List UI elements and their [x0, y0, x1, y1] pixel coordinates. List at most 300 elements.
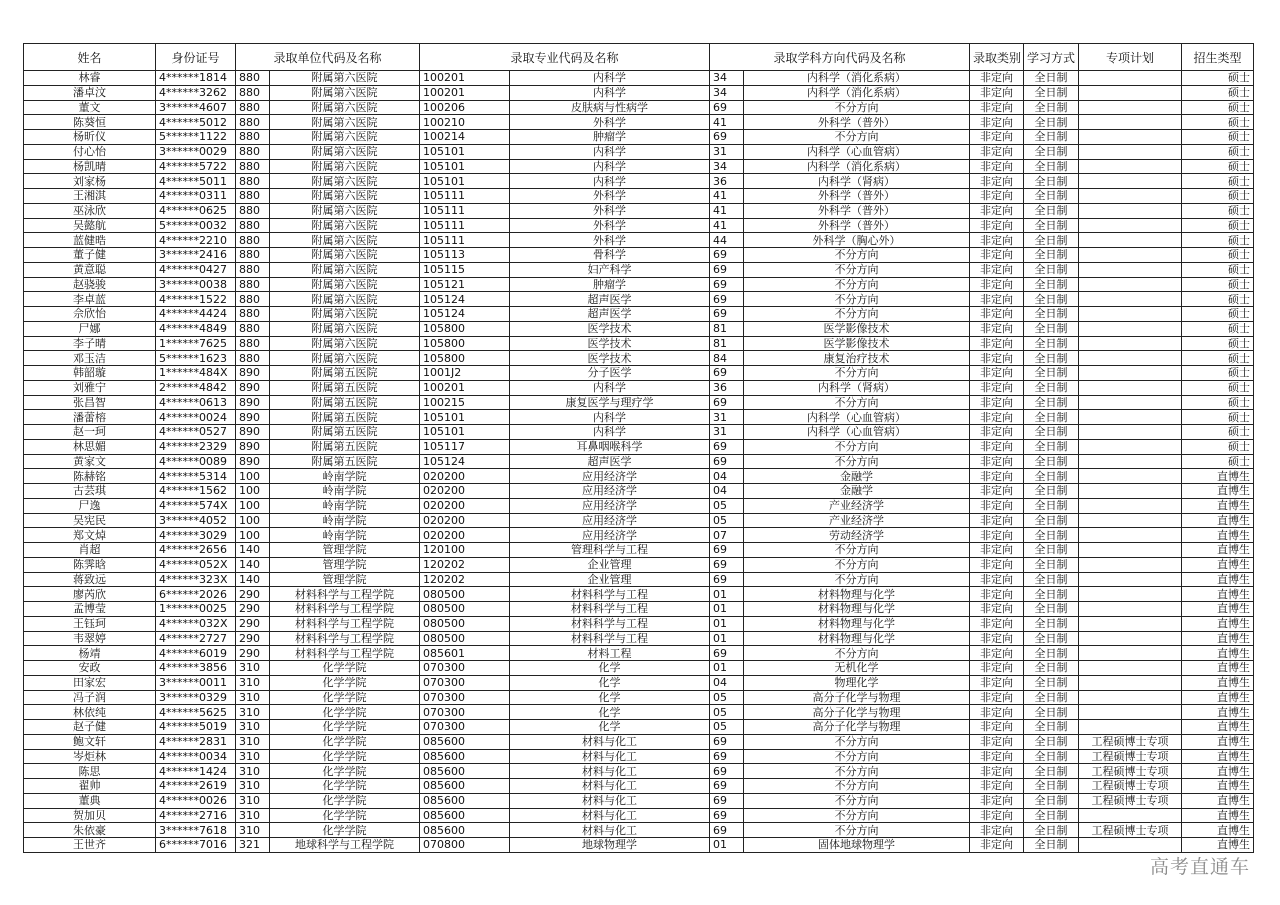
cell-enroll-type: 直博生 — [1182, 793, 1254, 808]
cell-special-plan — [1079, 690, 1182, 705]
cell-direction-name: 材料物理与化学 — [744, 587, 970, 602]
cell-enroll-type: 直博生 — [1182, 513, 1254, 528]
cell-study-mode: 全日制 — [1024, 336, 1079, 351]
cell-unit-code: 880 — [236, 262, 270, 277]
cell-enroll-type: 硕士 — [1182, 159, 1254, 174]
cell-special-plan — [1079, 218, 1182, 233]
table-row — [24, 366, 1254, 381]
cell-major-name: 内科学 — [510, 174, 710, 189]
cell-major-code: 105124 — [420, 307, 510, 322]
cell-major-name: 内科学 — [510, 159, 710, 174]
cell-major-name: 企业管理 — [510, 557, 710, 572]
cell-unit-code: 890 — [236, 439, 270, 454]
cell-major-name: 材料科学与工程 — [510, 602, 710, 617]
cell-enroll-type: 硕士 — [1182, 277, 1254, 292]
cell-name: 杨靖 — [24, 646, 156, 661]
cell-direction-name: 不分方向 — [744, 130, 970, 145]
table-row — [24, 351, 1254, 366]
cell-major-code: 020200 — [420, 528, 510, 543]
cell-unit-name: 附属第六医院 — [270, 351, 420, 366]
cell-major-name: 骨科学 — [510, 248, 710, 263]
cell-study-mode: 全日制 — [1024, 439, 1079, 454]
cell-enroll-type: 直博生 — [1182, 572, 1254, 587]
cell-direction-name: 外科学（普外） — [744, 115, 970, 130]
cell-major-code: 070300 — [420, 661, 510, 676]
cell-unit-code: 321 — [236, 838, 270, 853]
cell-name: 肖超 — [24, 543, 156, 558]
table-row — [24, 439, 1254, 454]
cell-direction-code: 04 — [710, 484, 744, 499]
cell-id-number: 3******7618 — [156, 823, 236, 838]
cell-special-plan — [1079, 528, 1182, 543]
cell-unit-code: 890 — [236, 395, 270, 410]
cell-major-name: 材料与化工 — [510, 779, 710, 794]
cell-major-code: 080500 — [420, 616, 510, 631]
cell-unit-code: 880 — [236, 115, 270, 130]
cell-direction-name: 内科学（心血管病） — [744, 425, 970, 440]
cell-direction-name: 康复治疗技术 — [744, 351, 970, 366]
cell-direction-name: 不分方向 — [744, 823, 970, 838]
cell-direction-code: 04 — [710, 675, 744, 690]
table-row — [24, 646, 1254, 661]
cell-special-plan: 工程硕博士专项 — [1079, 749, 1182, 764]
cell-unit-name: 附属第六医院 — [270, 307, 420, 322]
cell-name: 巫泳欣 — [24, 203, 156, 218]
cell-major-name: 超声医学 — [510, 292, 710, 307]
cell-enroll-type: 直博生 — [1182, 661, 1254, 676]
table-row — [24, 749, 1254, 764]
cell-study-mode: 全日制 — [1024, 484, 1079, 499]
cell-id-number: 4******6019 — [156, 646, 236, 661]
cell-direction-name: 高分子化学与物理 — [744, 690, 970, 705]
col-header-id: 身份证号 — [156, 44, 236, 71]
cell-major-code: 100201 — [420, 85, 510, 100]
cell-enroll-type: 直博生 — [1182, 764, 1254, 779]
cell-major-code: 020200 — [420, 498, 510, 513]
cell-category: 非定向 — [970, 543, 1024, 558]
cell-direction-code: 41 — [710, 115, 744, 130]
cell-direction-code: 69 — [710, 439, 744, 454]
cell-enroll-type: 直博生 — [1182, 675, 1254, 690]
cell-id-number: 3******4052 — [156, 513, 236, 528]
cell-unit-name: 化学学院 — [270, 779, 420, 794]
cell-major-code: 105124 — [420, 292, 510, 307]
cell-category: 非定向 — [970, 174, 1024, 189]
cell-category: 非定向 — [970, 720, 1024, 735]
cell-unit-name: 附属第六医院 — [270, 159, 420, 174]
table-row — [24, 159, 1254, 174]
cell-name: 赵一珂 — [24, 425, 156, 440]
cell-category: 非定向 — [970, 203, 1024, 218]
cell-major-name: 外科学 — [510, 115, 710, 130]
cell-major-code: 100201 — [420, 71, 510, 86]
cell-unit-code: 880 — [236, 174, 270, 189]
cell-id-number: 3******0011 — [156, 675, 236, 690]
cell-special-plan — [1079, 130, 1182, 145]
cell-major-name: 应用经济学 — [510, 498, 710, 513]
cell-category: 非定向 — [970, 262, 1024, 277]
cell-direction-code: 69 — [710, 130, 744, 145]
cell-name: 廖芮欣 — [24, 587, 156, 602]
cell-category: 非定向 — [970, 366, 1024, 381]
cell-id-number: 1******484X — [156, 366, 236, 381]
cell-study-mode: 全日制 — [1024, 749, 1079, 764]
cell-id-number: 5******0032 — [156, 218, 236, 233]
cell-name: 李卓蓝 — [24, 292, 156, 307]
cell-direction-name: 不分方向 — [744, 543, 970, 558]
cell-enroll-type: 硕士 — [1182, 425, 1254, 440]
cell-direction-code: 69 — [710, 808, 744, 823]
cell-enroll-type: 直博生 — [1182, 557, 1254, 572]
cell-special-plan — [1079, 321, 1182, 336]
cell-name: 董子健 — [24, 248, 156, 263]
cell-direction-name: 不分方向 — [744, 454, 970, 469]
cell-unit-code: 290 — [236, 631, 270, 646]
cell-major-code: 100214 — [420, 130, 510, 145]
cell-category: 非定向 — [970, 85, 1024, 100]
cell-id-number: 4******0527 — [156, 425, 236, 440]
cell-unit-name: 化学学院 — [270, 749, 420, 764]
cell-special-plan: 工程硕博士专项 — [1079, 734, 1182, 749]
cell-study-mode: 全日制 — [1024, 218, 1079, 233]
cell-study-mode: 全日制 — [1024, 469, 1079, 484]
cell-name: 冯子润 — [24, 690, 156, 705]
cell-category: 非定向 — [970, 277, 1024, 292]
cell-study-mode: 全日制 — [1024, 513, 1079, 528]
cell-direction-name: 内科学（心血管病） — [744, 144, 970, 159]
cell-direction-code: 01 — [710, 838, 744, 853]
cell-major-code: 020200 — [420, 469, 510, 484]
cell-direction-code: 69 — [710, 100, 744, 115]
cell-major-code: 080500 — [420, 602, 510, 617]
cell-major-name: 医学技术 — [510, 321, 710, 336]
cell-major-name: 材料与化工 — [510, 793, 710, 808]
cell-major-code: 100210 — [420, 115, 510, 130]
table-row — [24, 321, 1254, 336]
cell-name: 邓玉洁 — [24, 351, 156, 366]
cell-id-number: 4******3029 — [156, 528, 236, 543]
cell-direction-name: 产业经济学 — [744, 513, 970, 528]
cell-name: 董典 — [24, 793, 156, 808]
cell-name: 王湘淇 — [24, 189, 156, 204]
cell-category: 非定向 — [970, 189, 1024, 204]
cell-unit-code: 880 — [236, 203, 270, 218]
table-row — [24, 410, 1254, 425]
cell-id-number: 4******2656 — [156, 543, 236, 558]
cell-unit-name: 附属第六医院 — [270, 85, 420, 100]
table-row — [24, 100, 1254, 115]
cell-enroll-type: 硕士 — [1182, 218, 1254, 233]
cell-category: 非定向 — [970, 410, 1024, 425]
cell-study-mode: 全日制 — [1024, 262, 1079, 277]
cell-direction-code: 69 — [710, 277, 744, 292]
cell-name: 李子晴 — [24, 336, 156, 351]
cell-enroll-type: 直博生 — [1182, 808, 1254, 823]
cell-unit-name: 材料科学与工程学院 — [270, 631, 420, 646]
cell-direction-name: 不分方向 — [744, 734, 970, 749]
cell-major-name: 材料科学与工程 — [510, 616, 710, 631]
cell-unit-code: 310 — [236, 661, 270, 676]
cell-id-number: 4******5625 — [156, 705, 236, 720]
cell-unit-name: 管理学院 — [270, 572, 420, 587]
cell-major-name: 妇产科学 — [510, 262, 710, 277]
cell-enroll-type: 硕士 — [1182, 100, 1254, 115]
cell-id-number: 3******4607 — [156, 100, 236, 115]
cell-unit-code: 880 — [236, 321, 270, 336]
cell-direction-name: 不分方向 — [744, 262, 970, 277]
cell-enroll-type: 硕士 — [1182, 410, 1254, 425]
cell-direction-code: 05 — [710, 720, 744, 735]
cell-major-name: 耳鼻咽喉科学 — [510, 439, 710, 454]
cell-enroll-type: 硕士 — [1182, 233, 1254, 248]
cell-study-mode: 全日制 — [1024, 307, 1079, 322]
table-row — [24, 130, 1254, 145]
cell-major-name: 化学 — [510, 661, 710, 676]
cell-study-mode: 全日制 — [1024, 646, 1079, 661]
cell-direction-code: 69 — [710, 454, 744, 469]
cell-unit-code: 290 — [236, 646, 270, 661]
table-row — [24, 85, 1254, 100]
cell-study-mode: 全日制 — [1024, 380, 1079, 395]
cell-direction-code: 01 — [710, 602, 744, 617]
cell-name: 尸逸 — [24, 498, 156, 513]
cell-direction-name: 高分子化学与物理 — [744, 705, 970, 720]
cell-major-code: 100215 — [420, 395, 510, 410]
cell-direction-name: 高分子化学与物理 — [744, 720, 970, 735]
cell-unit-name: 附属第五医院 — [270, 425, 420, 440]
col-header-enroll-type: 招生类型 — [1182, 44, 1254, 71]
cell-major-code: 105111 — [420, 218, 510, 233]
cell-major-code: 100201 — [420, 380, 510, 395]
cell-name: 潘卓汶 — [24, 85, 156, 100]
cell-direction-code: 69 — [710, 793, 744, 808]
cell-major-code: 070300 — [420, 690, 510, 705]
cell-enroll-type: 硕士 — [1182, 292, 1254, 307]
cell-category: 非定向 — [970, 602, 1024, 617]
cell-id-number: 4******2727 — [156, 631, 236, 646]
cell-name: 古芸琪 — [24, 484, 156, 499]
table-row — [24, 779, 1254, 794]
cell-study-mode: 全日制 — [1024, 557, 1079, 572]
cell-category: 非定向 — [970, 528, 1024, 543]
table-row — [24, 734, 1254, 749]
cell-major-code: 085600 — [420, 779, 510, 794]
cell-direction-code: 31 — [710, 144, 744, 159]
cell-id-number: 3******0329 — [156, 690, 236, 705]
cell-major-code: 105800 — [420, 336, 510, 351]
cell-id-number: 2******4842 — [156, 380, 236, 395]
cell-unit-code: 310 — [236, 823, 270, 838]
cell-category: 非定向 — [970, 557, 1024, 572]
cell-name: 安政 — [24, 661, 156, 676]
cell-unit-name: 化学学院 — [270, 793, 420, 808]
cell-major-code: 105101 — [420, 425, 510, 440]
cell-direction-code: 41 — [710, 189, 744, 204]
cell-major-code: 085600 — [420, 793, 510, 808]
cell-major-name: 材料科学与工程 — [510, 587, 710, 602]
cell-enroll-type: 硕士 — [1182, 321, 1254, 336]
cell-category: 非定向 — [970, 764, 1024, 779]
cell-direction-name: 金融学 — [744, 484, 970, 499]
cell-special-plan — [1079, 189, 1182, 204]
cell-special-plan — [1079, 513, 1182, 528]
cell-study-mode: 全日制 — [1024, 233, 1079, 248]
table-row — [24, 764, 1254, 779]
cell-special-plan — [1079, 85, 1182, 100]
cell-id-number: 4******5314 — [156, 469, 236, 484]
cell-major-name: 地球物理学 — [510, 838, 710, 853]
cell-study-mode: 全日制 — [1024, 174, 1079, 189]
cell-unit-code: 100 — [236, 498, 270, 513]
cell-name: 岑炬林 — [24, 749, 156, 764]
cell-unit-code: 880 — [236, 159, 270, 174]
cell-name: 刘雅宁 — [24, 380, 156, 395]
cell-study-mode: 全日制 — [1024, 203, 1079, 218]
cell-unit-name: 岭南学院 — [270, 528, 420, 543]
cell-direction-code: 69 — [710, 366, 744, 381]
cell-direction-code: 44 — [710, 233, 744, 248]
cell-direction-name: 不分方向 — [744, 646, 970, 661]
cell-special-plan — [1079, 100, 1182, 115]
cell-study-mode: 全日制 — [1024, 823, 1079, 838]
cell-unit-code: 310 — [236, 779, 270, 794]
table-row — [24, 705, 1254, 720]
cell-study-mode: 全日制 — [1024, 779, 1079, 794]
cell-major-name: 医学技术 — [510, 351, 710, 366]
table-row — [24, 248, 1254, 263]
cell-major-name: 内科学 — [510, 85, 710, 100]
cell-major-code: 085600 — [420, 823, 510, 838]
cell-study-mode: 全日制 — [1024, 366, 1079, 381]
cell-name: 林依纯 — [24, 705, 156, 720]
cell-unit-name: 化学学院 — [270, 661, 420, 676]
table-row — [24, 203, 1254, 218]
cell-unit-name: 材料科学与工程学院 — [270, 616, 420, 631]
cell-direction-name: 产业经济学 — [744, 498, 970, 513]
cell-enroll-type: 直博生 — [1182, 602, 1254, 617]
table-row — [24, 262, 1254, 277]
cell-special-plan — [1079, 469, 1182, 484]
cell-category: 非定向 — [970, 631, 1024, 646]
cell-category: 非定向 — [970, 115, 1024, 130]
cell-category: 非定向 — [970, 159, 1024, 174]
cell-unit-name: 附属第六医院 — [270, 277, 420, 292]
cell-name: 蓝健晧 — [24, 233, 156, 248]
col-header-study-mode: 学习方式 — [1024, 44, 1079, 71]
cell-study-mode: 全日制 — [1024, 410, 1079, 425]
cell-enroll-type: 硕士 — [1182, 85, 1254, 100]
cell-unit-code: 880 — [236, 277, 270, 292]
table-row — [24, 425, 1254, 440]
cell-study-mode: 全日制 — [1024, 838, 1079, 853]
cell-direction-name: 不分方向 — [744, 749, 970, 764]
cell-direction-code: 36 — [710, 380, 744, 395]
cell-id-number: 4******574X — [156, 498, 236, 513]
cell-unit-name: 材料科学与工程学院 — [270, 587, 420, 602]
cell-enroll-type: 直博生 — [1182, 469, 1254, 484]
cell-major-name: 材料工程 — [510, 646, 710, 661]
cell-unit-name: 附属第六医院 — [270, 248, 420, 263]
cell-direction-name: 不分方向 — [744, 307, 970, 322]
cell-unit-code: 890 — [236, 380, 270, 395]
cell-category: 非定向 — [970, 779, 1024, 794]
cell-name: 黄意聪 — [24, 262, 156, 277]
cell-study-mode: 全日制 — [1024, 528, 1079, 543]
table-row — [24, 218, 1254, 233]
cell-enroll-type: 硕士 — [1182, 248, 1254, 263]
cell-direction-name: 材料物理与化学 — [744, 602, 970, 617]
cell-name: 蒋致远 — [24, 572, 156, 587]
cell-name: 林睿 — [24, 71, 156, 86]
cell-unit-name: 附属第六医院 — [270, 292, 420, 307]
cell-direction-name: 内科学（消化系病） — [744, 159, 970, 174]
cell-unit-code: 310 — [236, 675, 270, 690]
cell-direction-code: 41 — [710, 218, 744, 233]
cell-special-plan — [1079, 631, 1182, 646]
cell-category: 非定向 — [970, 233, 1024, 248]
cell-special-plan — [1079, 336, 1182, 351]
cell-major-code: 070800 — [420, 838, 510, 853]
table-row — [24, 189, 1254, 204]
cell-special-plan — [1079, 808, 1182, 823]
cell-special-plan — [1079, 174, 1182, 189]
cell-name: 孟博莹 — [24, 602, 156, 617]
cell-enroll-type: 硕士 — [1182, 189, 1254, 204]
cell-category: 非定向 — [970, 439, 1024, 454]
cell-name: 韦翠婷 — [24, 631, 156, 646]
cell-enroll-type: 硕士 — [1182, 380, 1254, 395]
cell-special-plan — [1079, 557, 1182, 572]
cell-major-name: 应用经济学 — [510, 513, 710, 528]
table-row — [24, 336, 1254, 351]
cell-id-number: 4******1562 — [156, 484, 236, 499]
cell-major-name: 内科学 — [510, 380, 710, 395]
cell-special-plan: 工程硕博士专项 — [1079, 793, 1182, 808]
cell-id-number: 4******1522 — [156, 292, 236, 307]
cell-enroll-type: 直博生 — [1182, 823, 1254, 838]
cell-major-name: 化学 — [510, 675, 710, 690]
cell-id-number: 4******5019 — [156, 720, 236, 735]
table-row — [24, 631, 1254, 646]
cell-major-name: 材料科学与工程 — [510, 631, 710, 646]
cell-enroll-type: 硕士 — [1182, 454, 1254, 469]
cell-id-number: 1******7625 — [156, 336, 236, 351]
cell-major-name: 内科学 — [510, 144, 710, 159]
cell-major-code: 105115 — [420, 262, 510, 277]
cell-major-code: 105101 — [420, 144, 510, 159]
cell-unit-name: 附属第五医院 — [270, 454, 420, 469]
cell-unit-code: 880 — [236, 144, 270, 159]
cell-special-plan — [1079, 233, 1182, 248]
cell-category: 非定向 — [970, 793, 1024, 808]
cell-unit-code: 880 — [236, 307, 270, 322]
table-row — [24, 616, 1254, 631]
cell-category: 非定向 — [970, 321, 1024, 336]
cell-enroll-type: 直博生 — [1182, 616, 1254, 631]
cell-unit-name: 附属第六医院 — [270, 218, 420, 233]
cell-direction-name: 内科学（肾病） — [744, 380, 970, 395]
cell-unit-name: 附属第五医院 — [270, 395, 420, 410]
cell-name: 田家宏 — [24, 675, 156, 690]
cell-special-plan — [1079, 498, 1182, 513]
cell-major-name: 外科学 — [510, 233, 710, 248]
cell-major-name: 外科学 — [510, 189, 710, 204]
cell-unit-code: 880 — [236, 189, 270, 204]
cell-special-plan — [1079, 587, 1182, 602]
cell-direction-code: 69 — [710, 572, 744, 587]
cell-category: 非定向 — [970, 100, 1024, 115]
cell-special-plan — [1079, 262, 1182, 277]
